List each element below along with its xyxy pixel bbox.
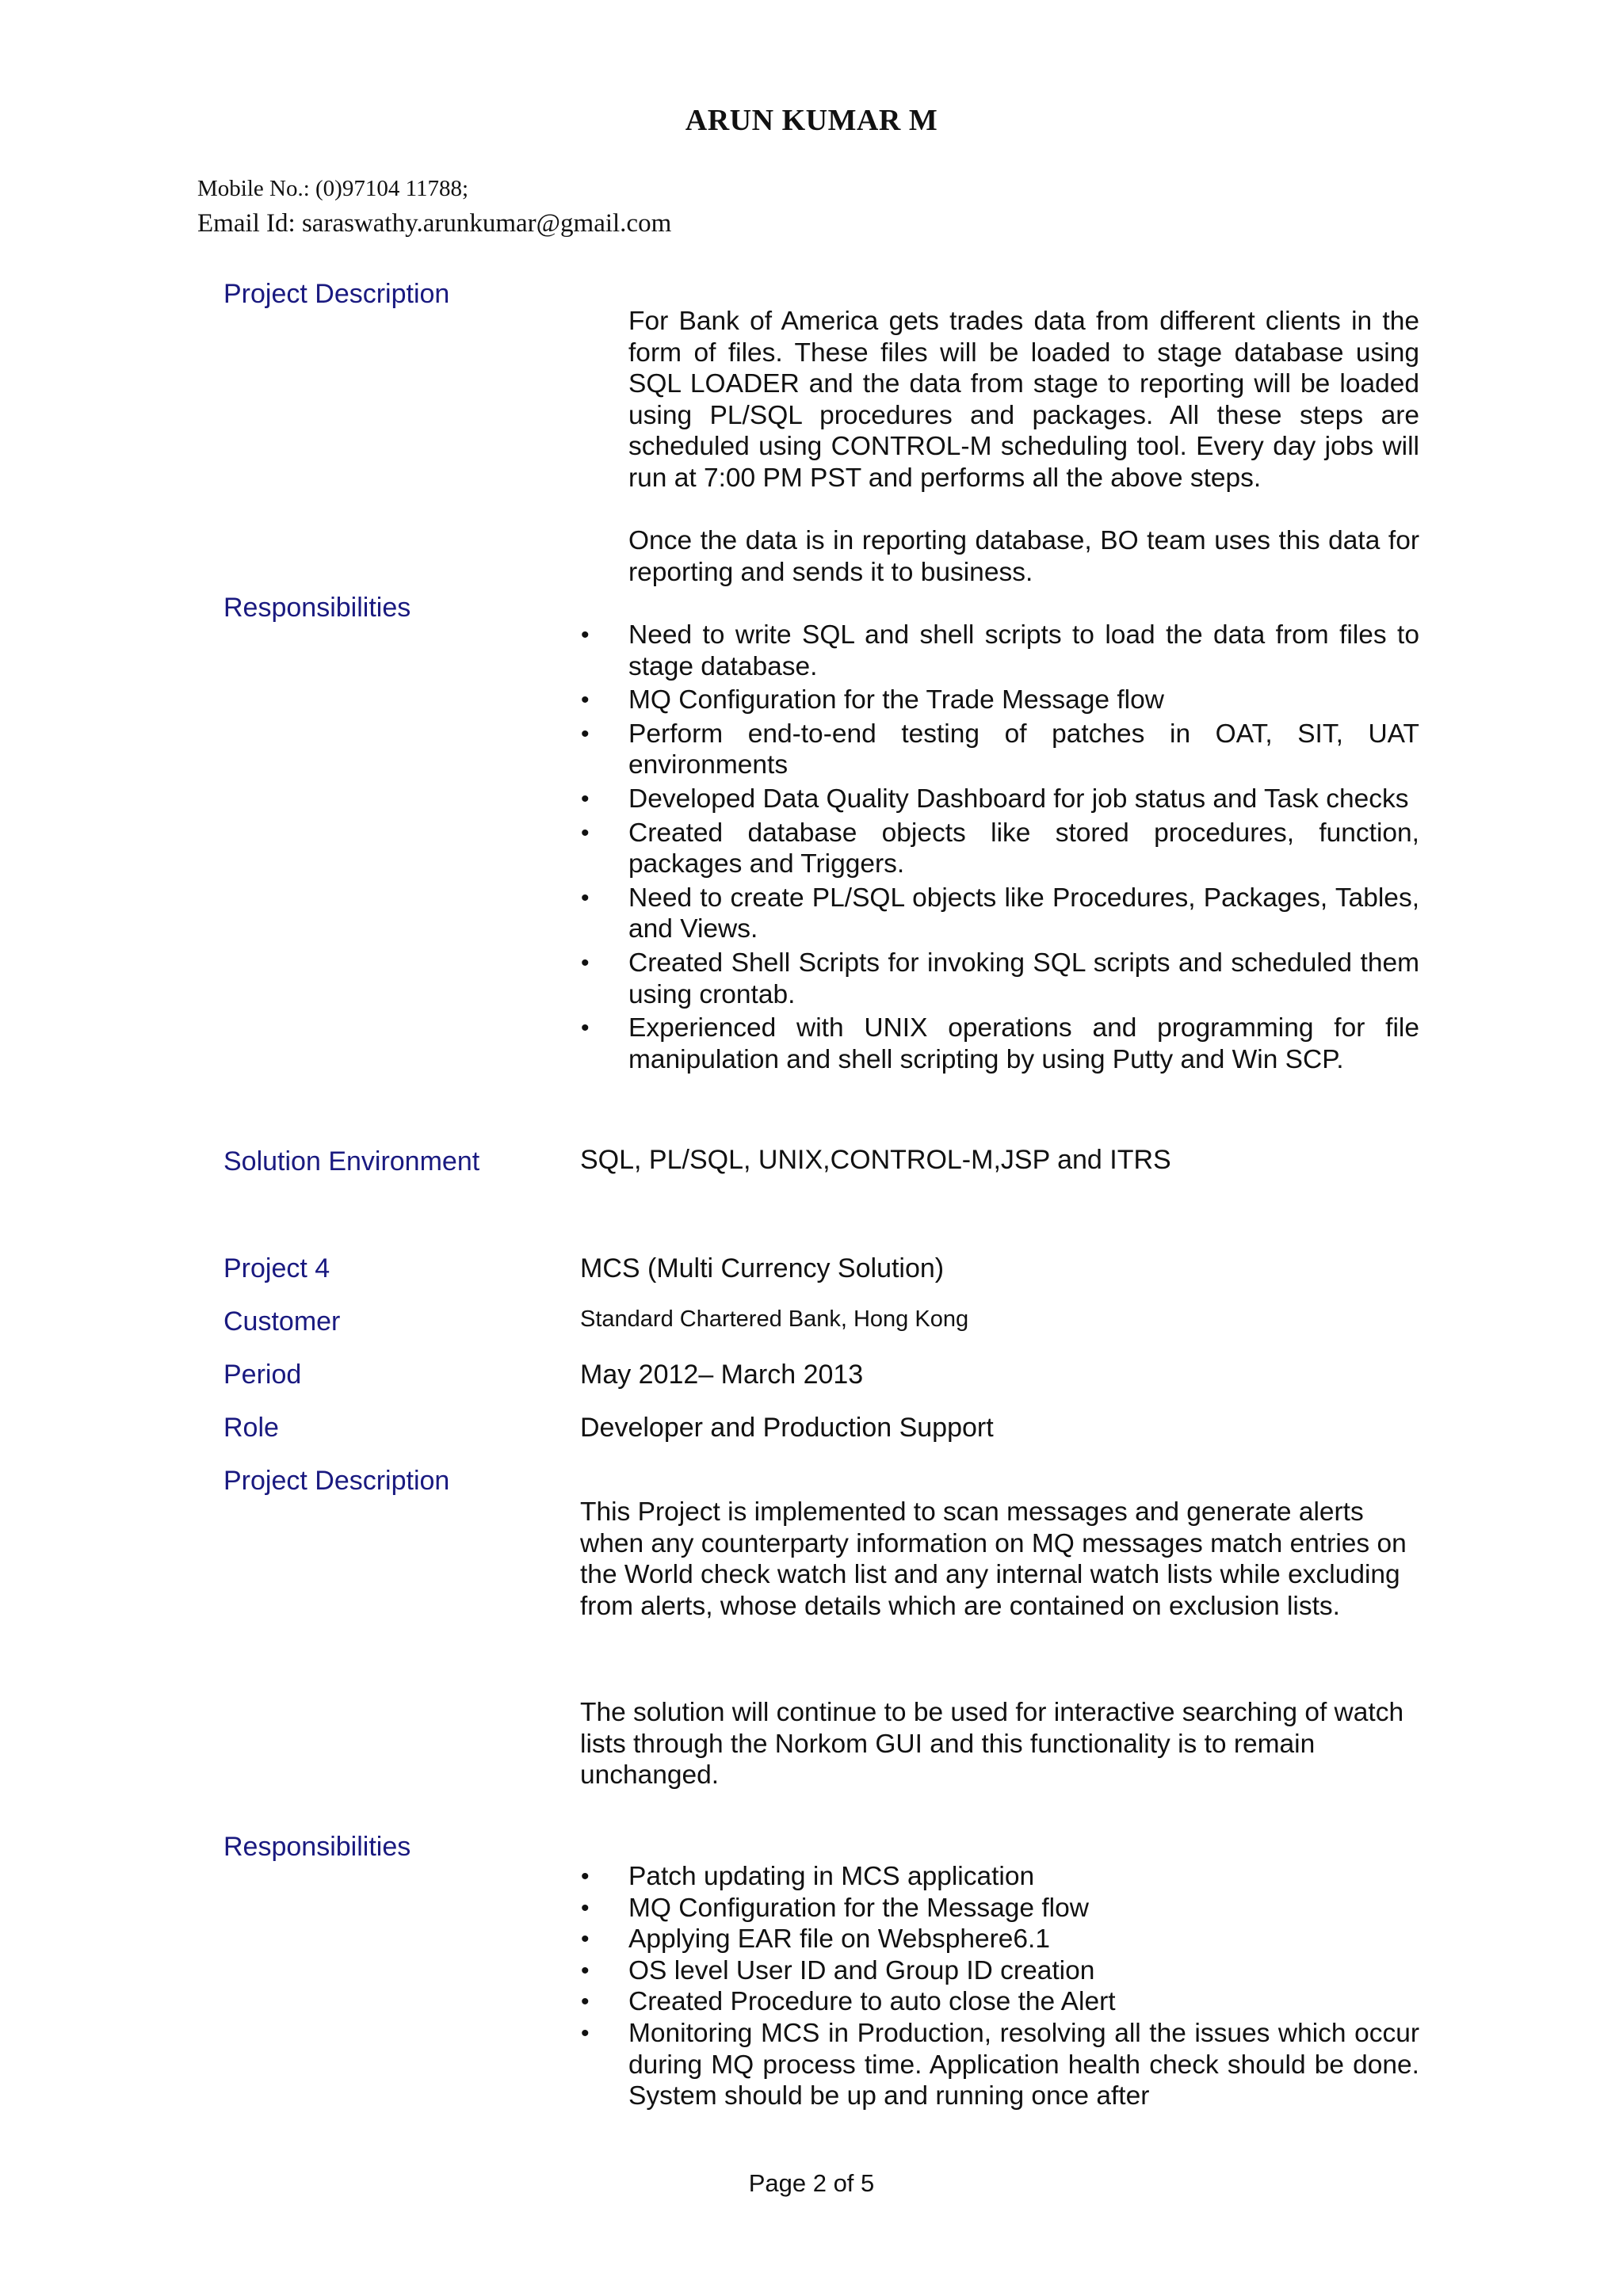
bullet-icon: • [581,1989,590,2016]
list-item: • Developed Data Quality Dashboard for job status and Task checks [581,784,1409,814]
list-item: • OS level User ID and Group ID creation [581,1955,1095,1985]
list-item: • Created Shell Scripts for invoking SQL scripts and scheduled them using crontab. [581,948,1419,1009]
bullet-icon: • [581,1957,590,1984]
page-number: Page 2 of 5 [748,2169,875,2197]
bullet-icon: • [581,622,590,648]
email-address: Email Id: saraswathy.arunkumar@gmail.com [197,209,672,238]
customer-label: Customer [223,1306,341,1337]
bullet-icon: • [581,949,590,976]
list-item: • Experienced with UNIX operations and programming for file manipulation and shell scripting by using Putty and Win SCP. [581,1013,1419,1074]
bullet-icon: • [581,720,590,747]
responsibilities-label: Responsibilities [223,1832,411,1862]
bullet-icon: • [581,1926,590,1953]
project-description-paragraph: Once the data is in reporting database, BO team uses this data for reporting and sends it to business. [628,526,1419,587]
bullet-icon: • [581,785,590,812]
period-label: Period [223,1360,302,1390]
bullet-icon: • [581,2019,590,2046]
project-value: MCS (Multi Currency Solution) [580,1253,945,1283]
bullet-icon: • [581,819,590,846]
list-item: • Monitoring MCS in Production, resolving all the issues which occur during MQ process time. Application health check should be done. System should be up and running once after [581,2018,1419,2111]
list-item: • Need to write SQL and shell scripts to load the data from files to stage database. [581,620,1419,681]
project-label: Project 4 [223,1253,330,1283]
project-description-paragraph: The solution will continue to be used for interactive searching of watch lists through the Norkom GUI and this functionality is to remain unchanged. [580,1698,1404,1791]
period-value: May 2012– March 2013 [580,1360,864,1390]
list-item: • Created Procedure to auto close the Alert [581,1987,1116,2017]
project-description-paragraph: For Bank of America gets trades data from different clients in the form of files. These files will be loaded to stage database using SQL LOADER and the data from stage to reporting will be loaded using PL/SQL procedures and packages. All these steps are scheduled using CONTROL-M scheduling tool. Every day jobs will run at 7:00 PM PST and performs all the above steps. [628,307,1419,493]
responsibilities-label: Responsibilities [223,593,411,623]
bullet-icon: • [581,687,590,714]
list-item: • Created database objects like stored procedures, function, packages and Triggers. [581,818,1419,879]
list-item: • MQ Configuration for the Message flow [581,1893,1089,1923]
candidate-name: ARUN KUMAR M [685,104,938,137]
list-item: • MQ Configuration for the Trade Message flow [581,685,1164,715]
project-description-paragraph: This Project is implemented to scan messages and generate alerts when any counterparty information on MQ messages match entries on the World check watch list and any internal watch lists while excluding from alerts, whose details which are contained on exclusion lists. [580,1497,1407,1621]
solution-environment-label: Solution Environment [223,1146,480,1177]
role-label: Role [223,1413,279,1443]
bullet-icon: • [581,1863,590,1890]
solution-environment-value: SQL, PL/SQL, UNIX,CONTROL-M,JSP and ITRS [580,1145,1171,1175]
responsibilities-list [580,620,1419,1077]
role-value: Developer and Production Support [580,1413,994,1443]
project-description-label: Project Description [223,1466,450,1496]
list-item: • Patch updating in MCS application [581,1862,1035,1891]
customer-value: Standard Chartered Bank, Hong Kong [580,1306,969,1332]
list-item: • Applying EAR file on Websphere6.1 [581,1924,1050,1955]
list-item: • Need to create PL/SQL objects like Procedures, Packages, Tables, and Views. [581,883,1419,944]
bullet-icon: • [581,1015,590,1042]
bullet-icon: • [581,884,590,911]
responsibilities-list [580,1861,1419,2112]
project-description-label: Project Description [223,279,450,309]
mobile-number: Mobile No.: (0)97104 11788; [197,176,469,201]
bullet-icon: • [581,1894,590,1921]
list-item: • Perform end-to-end testing of patches in OAT, SIT, UAT environments [581,719,1419,780]
